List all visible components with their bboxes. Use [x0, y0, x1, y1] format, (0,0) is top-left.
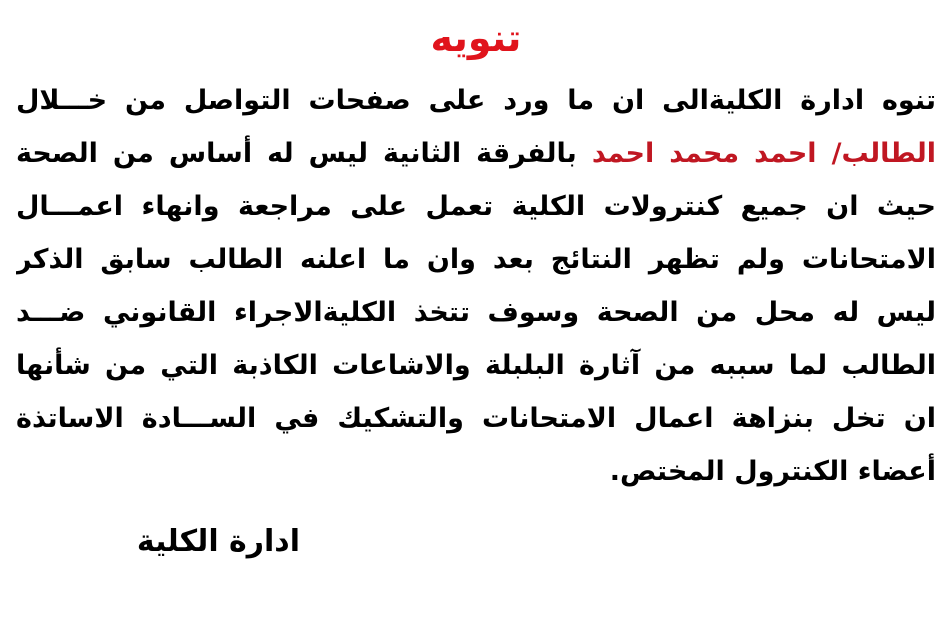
signature: ادارة الكلية: [136, 524, 300, 559]
notice-line-2: [16, 127, 936, 180]
notice-line-7: ان تخل بنزاهة اعمال الامتحانات والتشكيك في الســـادة الاساتذة: [16, 403, 936, 434]
student-name: الطالب/ احمد محمد احمد: [591, 138, 936, 169]
notice-line-8: أعضاء الكنترول المختص.: [609, 456, 936, 487]
notice-title: تنويه: [430, 16, 522, 60]
notice-line-4: الامتحانات ولم تظهر النتائج بعد وان ما اعلنه الطالب سابق الذكر: [16, 244, 936, 275]
notice-line-5: ليس له محل من الصحة وسوف تتخذ الكليةالاجراء القانوني ضـــد: [16, 297, 936, 328]
notice-line-6: الطالب لما سببه من آثارة البلبلة والاشاعات الكاذبة التي من شأنها: [16, 350, 936, 381]
notice-line-3: حيث ان جميع كنترولات الكلية تعمل على مراجعة وانهاء اعمـــال: [16, 191, 936, 222]
notice-line-1: تنوه ادارة الكليةالى ان ما ورد على صفحات التواصل من خـــلال: [16, 85, 936, 116]
notice-body: [16, 74, 936, 498]
notice-line-2-text: بالفرقة الثانية ليس له أساس من الصحة: [16, 138, 592, 169]
